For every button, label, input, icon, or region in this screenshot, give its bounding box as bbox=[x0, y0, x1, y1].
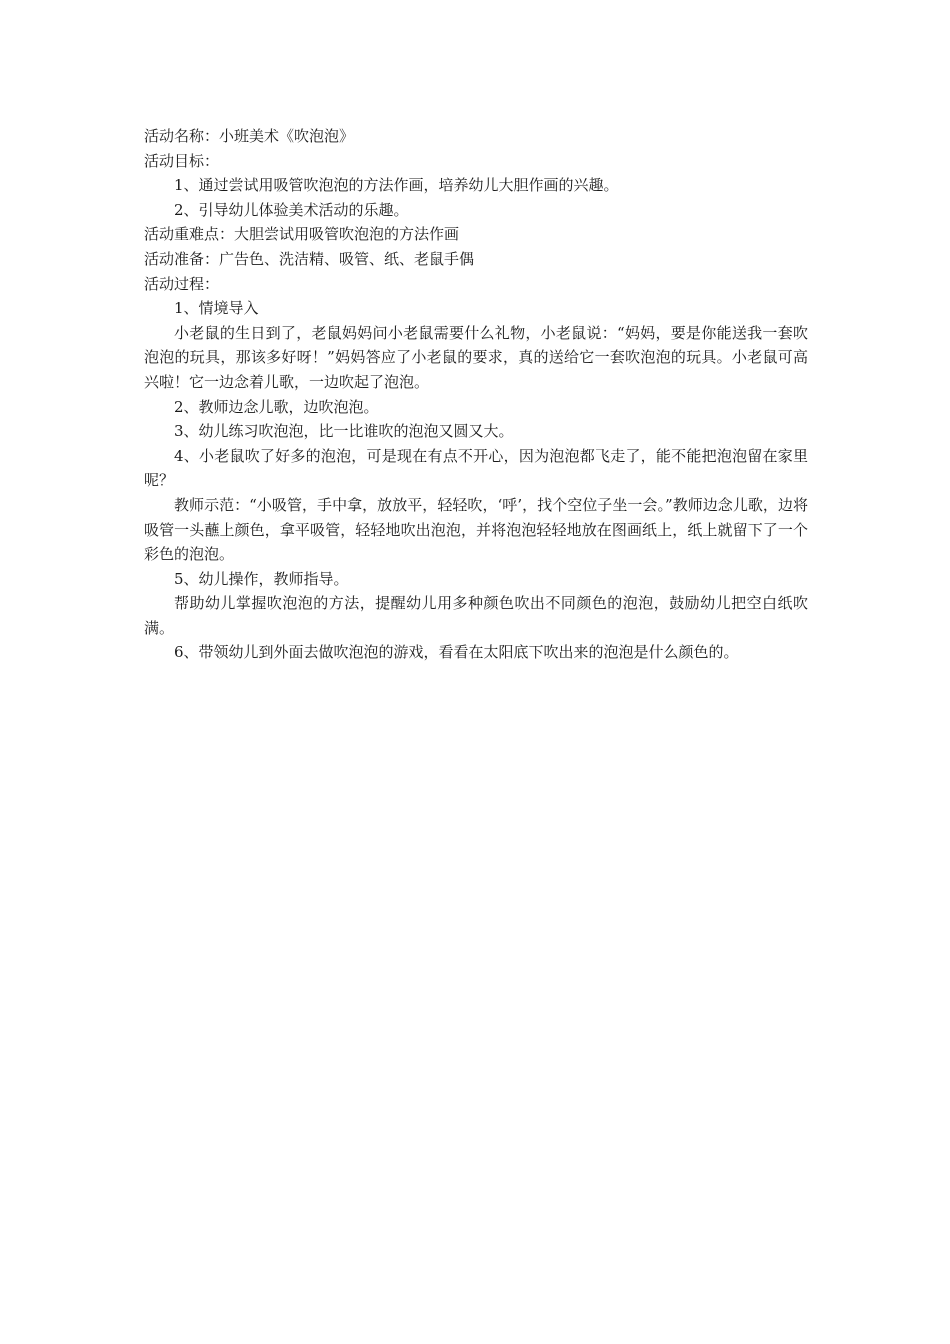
process-step-5: 5、幼儿操作，教师指导。 bbox=[174, 569, 349, 588]
teacher-demo-paragraph: 教师示范：“小吸管，手中拿，放放平，轻轻吹，‘呼’，找个空位子坐一会。”教师边念儿歌，边将吸管一头蘸上颜色，拿平吸管，轻轻地吹出泡泡，并将泡泡轻轻地放在图画纸上，纸上就留下了一个彩色的泡泡。 bbox=[144, 495, 808, 564]
process-step-6: 6、带领幼儿到外面去做吹泡泡的游戏，看看在太阳底下吹出来的泡泡是什么颜色的。 bbox=[174, 643, 739, 662]
process-step-4: 4、小老鼠吹了好多的泡泡，可是现在有点不开心，因为泡泡都飞走了，能不能把泡泡留在家里呢？ bbox=[144, 446, 808, 490]
activity-process-heading: 活动过程： bbox=[144, 274, 220, 293]
activity-key-points: 活动重难点：大胆尝试用吸管吹泡泡的方法作画 bbox=[144, 225, 460, 244]
process-step-3: 3、幼儿练习吹泡泡，比一比谁吹的泡泡又圆又大。 bbox=[174, 422, 514, 441]
goal-item-2: 2、引导幼儿体验美术活动的乐趣。 bbox=[174, 200, 409, 219]
process-step-1: 1、情境导入 bbox=[174, 299, 259, 318]
story-paragraph: 小老鼠的生日到了，老鼠妈妈问小老鼠需要什么礼物，小老鼠说：“妈妈，要是你能送我一套吹泡泡的玩具，那该多好呀！”妈妈答应了小老鼠的要求，真的送给它一套吹泡泡的玩具。小老鼠可高兴啦！它一边念着儿歌，一边吹起了泡泡。 bbox=[144, 323, 808, 391]
activity-name: 活动名称：小班美术《吹泡泡》 bbox=[144, 127, 355, 145]
document-body bbox=[144, 124, 808, 665]
activity-goals-heading: 活动目标： bbox=[144, 151, 220, 170]
activity-preparation: 活动准备：广告色、洗洁精、吸管、纸、老鼠手偶 bbox=[144, 249, 475, 268]
goal-item-1: 1、通过尝试用吸管吹泡泡的方法作画，培养幼儿大胆作画的兴趣。 bbox=[174, 176, 619, 195]
process-step-2: 2、教师边念儿歌，边吹泡泡。 bbox=[174, 397, 379, 416]
guidance-paragraph: 帮助幼儿掌握吹泡泡的方法，提醒幼儿用多种颜色吹出不同颜色的泡泡，鼓励幼儿把空白纸吹满。 bbox=[144, 594, 808, 637]
